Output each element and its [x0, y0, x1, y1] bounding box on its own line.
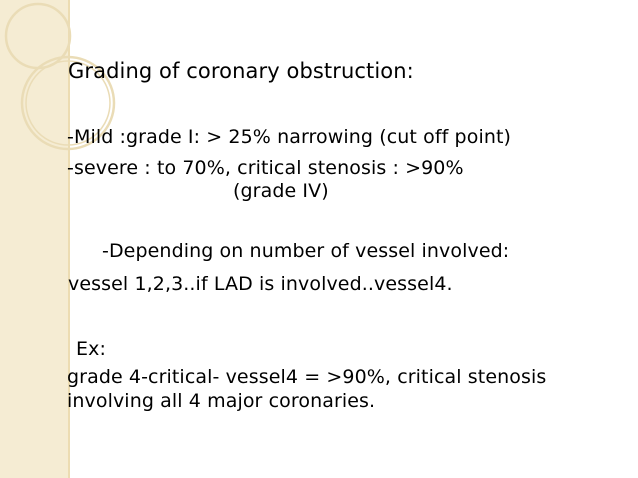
text-line-depending: -Depending on number of vessel involved: [102, 240, 510, 262]
text-line-mild: -Mild :grade I: > 25% narrowing (cut off point) [67, 126, 512, 148]
text-line-severe: -severe : to 70%, critical stenosis : >90% [67, 157, 464, 179]
slide-heading: Grading of coronary obstruction: [68, 59, 414, 83]
text-line-vessel: vessel 1,2,3..if LAD is involved..vessel4. [68, 273, 453, 295]
text-line-example-1: grade 4-critical- vessel4 = >90%, critical stenosis [67, 366, 547, 388]
text-line-grade-iv: (grade IV) [233, 180, 329, 202]
text-line-example-label: Ex: [76, 338, 106, 360]
text-line-example-2: involving all 4 major coronaries. [67, 390, 376, 412]
